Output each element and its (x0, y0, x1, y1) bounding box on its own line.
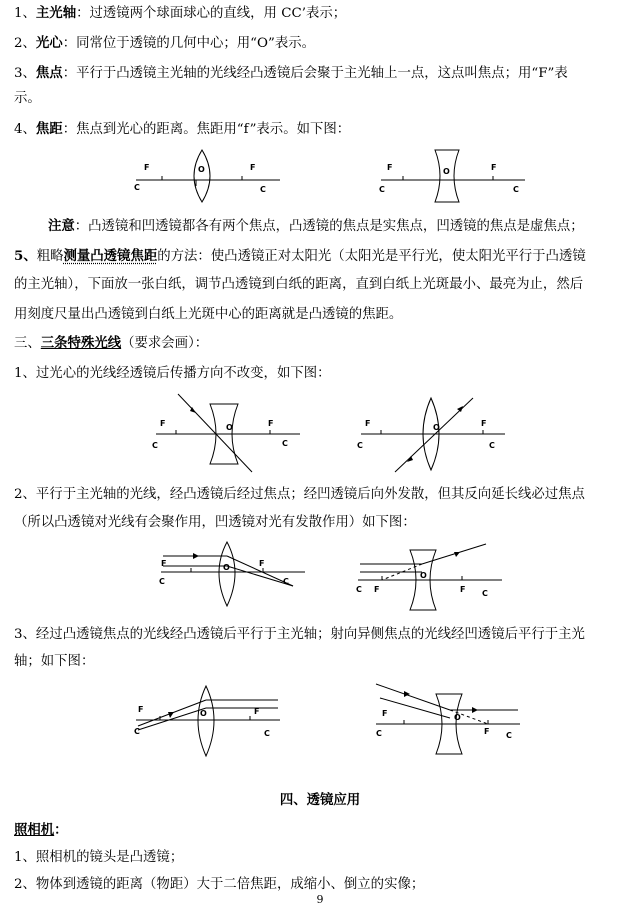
label-o: O (198, 165, 205, 174)
label-f: F (144, 163, 150, 172)
ray-rule-1: 1、过光心的光线经透镜后传播方向不改变，如下图： (14, 366, 331, 381)
label-o: O (226, 423, 233, 432)
label-o: O (433, 423, 440, 432)
measure-line-1: 5、粗略测量凸透镜焦距的方法：使凸透镜正对太阳光（太阳光是平行光，使太阳光平行于凸透镜 (14, 248, 586, 264)
label-f: F (138, 705, 144, 714)
label-c: C (376, 729, 382, 738)
label-c: C (513, 185, 519, 194)
label-f: F (259, 559, 265, 568)
label-c: C (134, 727, 140, 736)
label-c: C (152, 441, 158, 450)
ray-rule-3-line-2: 轴；如下图： (14, 654, 95, 669)
note: 注意：凸透镜和凹透镜都各有两个焦点，凸透镜的焦点是实焦点，凹透镜的焦点是虚焦点； (48, 218, 584, 234)
label-c: C (356, 585, 362, 594)
label-c: C (283, 577, 289, 586)
label-f: F (481, 419, 487, 428)
camera-title: 照相机： (14, 822, 68, 838)
label-o: O (420, 571, 427, 580)
diagram-concave-foci (375, 146, 535, 202)
section-four-title: 四、透镜应用 (279, 792, 361, 808)
camera-line-1: 1、照相机的镜头是凸透镜； (14, 850, 184, 865)
label-c: C (482, 589, 488, 598)
label-f: F (374, 585, 380, 594)
label-f: F (365, 419, 371, 428)
label-c: C (260, 185, 266, 194)
page-number: 9 (316, 893, 324, 906)
diagram-concave-center-ray (150, 392, 310, 472)
label-o: O (223, 563, 230, 572)
label-f: F (387, 163, 393, 172)
diagram-convex-center-ray (355, 392, 515, 472)
def-optical-center: 2、光心：同常位于透镜的几何中心；用“O”表示。 (14, 35, 316, 51)
ray-rule-2-line-2: （所以凸透镜对光线有会聚作用，凹透镜对光有发散作用）如下图： (14, 515, 416, 530)
camera-line-2: 2、物体到透镜的距离（物距）大于二倍焦距，成缩小、倒立的实像； (14, 877, 425, 892)
diagram-convex-parallel-rays (155, 540, 315, 610)
label-f: F (161, 559, 167, 568)
ray-rule-2-line-1: 2、平行于主光轴的光线，经凸透镜后经过焦点；经凹透镜后向外发散，但其反向延长线必过焦点 (14, 487, 585, 502)
def-main-axis: 1、主光轴：过透镜两个球面球心的直线，用 CC’表示； (14, 5, 347, 21)
label-o: O (443, 167, 450, 176)
label-f: F (268, 419, 274, 428)
measure-line-3: 用刻度尺量出凸透镜到白纸上光斑中心的距离就是凸透镜的焦距。 (14, 307, 403, 322)
ray-rule-3-line-1: 3、经过凸透镜焦点的光线经凸透镜后平行于主光轴；射向异侧焦点的光线经凹透镜后平行于主光 (14, 627, 585, 642)
label-f: F (254, 707, 260, 716)
section-three-title: 三、三条特殊光线（要求会画）： (14, 335, 209, 351)
label-f: F (460, 585, 466, 594)
label-c: C (489, 441, 495, 450)
diagram-concave-focus-rays (370, 680, 530, 760)
label-f: F (160, 419, 166, 428)
def-focus-cont: 示。 (14, 91, 41, 106)
label-f: F (382, 709, 388, 718)
label-c: C (282, 439, 288, 448)
label-f: F (250, 163, 256, 172)
label-c: C (506, 731, 512, 740)
diagram-concave-parallel-rays (352, 540, 512, 610)
label-c: C (379, 185, 385, 194)
label-f: F (491, 163, 497, 172)
label-o: O (200, 709, 207, 718)
label-o: O (454, 713, 461, 722)
def-focus: 3、焦点：平行于凸透镜主光轴的光线经凸透镜后会聚于主光轴上一点，这点叫焦点；用“F”表 (14, 65, 568, 81)
label-f: F (484, 727, 490, 736)
label-c: C (159, 577, 165, 586)
diagram-convex-focus-rays (130, 680, 290, 760)
def-focal-length: 4、焦距：焦点到光心的距离。焦距用“f”表示。如下图： (14, 121, 351, 137)
label-c: C (264, 729, 270, 738)
measure-line-2: 的主光轴），下面放一张白纸，调节凸透镜到白纸的距离，直到白纸上光斑最小、最亮为止，然后 (14, 277, 584, 292)
label-c: C (357, 441, 363, 450)
diagram-convex-foci (130, 146, 290, 202)
label-c: C (134, 183, 140, 192)
